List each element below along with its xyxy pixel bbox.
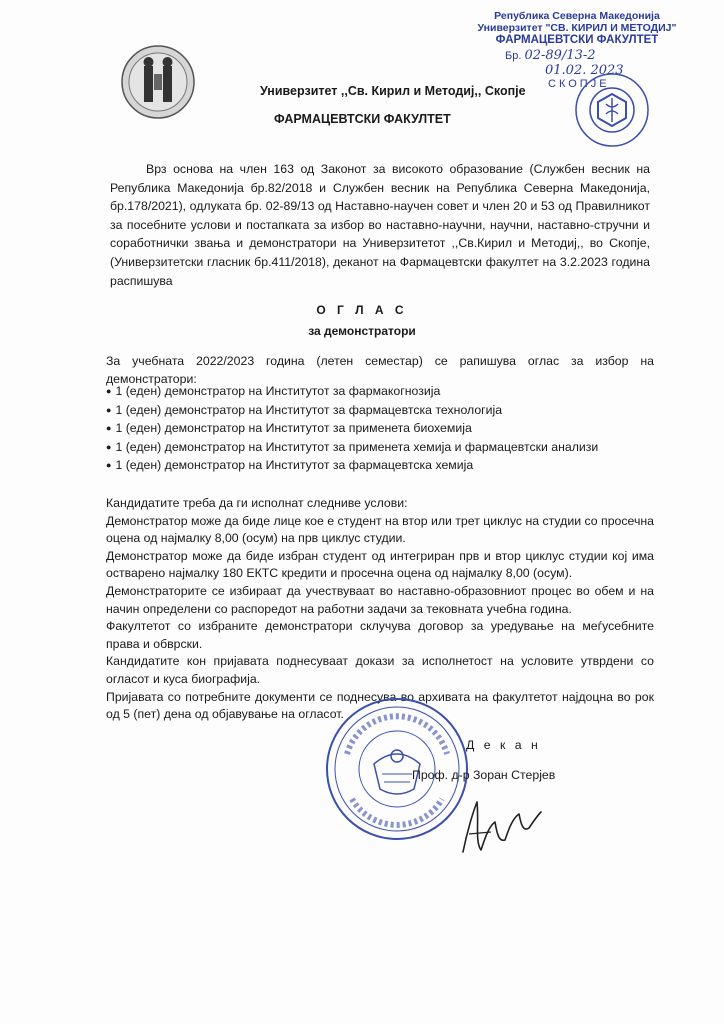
stamp-city: СКОПЈЕ [548, 78, 610, 90]
list-item: ● 1 (еден) демонстратор на Институтот за фармацевтска технологија [106, 402, 654, 421]
conditions-heading: Кандидатите треба да ги исполнат следниве услови: [106, 496, 408, 510]
handwritten-signature-icon [455, 792, 545, 862]
condition-item: Демонстратор може да биде лице кое е студент на втор или трет циклус на студии со просечна оцена од најмалку 8,00 (осум) на прв циклус студии. [106, 513, 654, 546]
stamp-number [505, 48, 596, 63]
intro-text: Врз основа на член 163 од Законот за високото образование (Службен весник на Република Македонија бр.82/2018 и Службен весник на Република Северна Македонија, бр.178/2021), одлуката бр. 02-89/13 од Наставно-научен совет и член 20 и 53 од Правилникот за посебните услови и постапката за избор во наставно-научни, научни, наставно-стручни и соработнички звања и демонстратори на Универзитетот ,,Св.Кирил и Методиј,, во Скопје, (Универзитетски гласник бр.411/2018), деканот на Фармацевтски факултет на 3.2.2023 година распишува [110, 162, 650, 288]
condition-item: Кандидатите кон пријавата поднесуваат докази за исполнетост на условите утврдени со огласот и куса биографија. [106, 654, 654, 686]
stamp-country: Република Северна Македонија [494, 10, 660, 22]
university-seal-icon [120, 44, 196, 120]
registry-stamp [452, 10, 702, 46]
stamp-faculty: ФАРМАЦЕВТСКИ ФАКУЛТЕТ [495, 34, 659, 46]
list-item: ● 1 (еден) демонстратор на Институтот за применета хемија и фармацевтски анализи [106, 439, 654, 458]
conditions-section [106, 495, 654, 724]
announcement-text: За учебната 2022/2023 година (летен семестар) се рапишува оглас за избор на демонстратори: [106, 354, 654, 386]
list-item: ● 1 (еден) демонстратор на Институтот за применета биохемија [106, 420, 654, 439]
list-item: ● 1 (еден) демонстратор на Институтот за фармацевтска хемија [106, 457, 654, 476]
positions-list [106, 383, 654, 476]
stamp-university: Универзитет "СВ. КИРИЛ И МЕТОДИЈ" [477, 22, 677, 34]
stamp-date-value: 01.02. 2023 [545, 63, 624, 78]
condition-item: Факултетот со избраните демонстратори склучува договор за уредување на меѓусебните права и обврски. [106, 619, 654, 651]
document-title: О Г Л А С [316, 303, 408, 317]
stamp-number-label: Бр. [505, 50, 522, 62]
faculty-name: ФАРМАЦЕВТСКИ ФАКУЛТЕТ [274, 112, 451, 126]
dean-title: Д е к а н [466, 738, 541, 752]
dean-name: Проф. д-р Зоран Стерјев [412, 768, 556, 782]
condition-item: Пријавата со потребните документи се поднесува во архивата на факултетот најдоцна во рок од 5 (пет) дена од објавување на огласот. [106, 689, 654, 722]
stamp-number-value: 02-89/13-2 [524, 48, 596, 63]
university-name: Универзитет ,,Св. Кирил и Методиј,, Скопје [260, 84, 526, 98]
list-item: ● 1 (еден) демонстратор на Институтот за фармакогнозија [106, 383, 654, 402]
faculty-emblem-stamp-icon [572, 70, 652, 150]
condition-item: Демонстратор може да биде избран студент од интегриран прв и втор циклус студии кој има остварено најмалку 180 ЕКТС кредити и просечна оцена од најмалку 8,00 (осум). [106, 548, 654, 581]
condition-item: Демонстраторите се избираат да учествуваат во наставно-образовниот процес во обем и на начин определени со распоредот на работни задачи за тековната учебна година. [106, 583, 654, 616]
intro-paragraph [110, 160, 650, 290]
document-subtitle: за демонстратори [308, 324, 416, 338]
